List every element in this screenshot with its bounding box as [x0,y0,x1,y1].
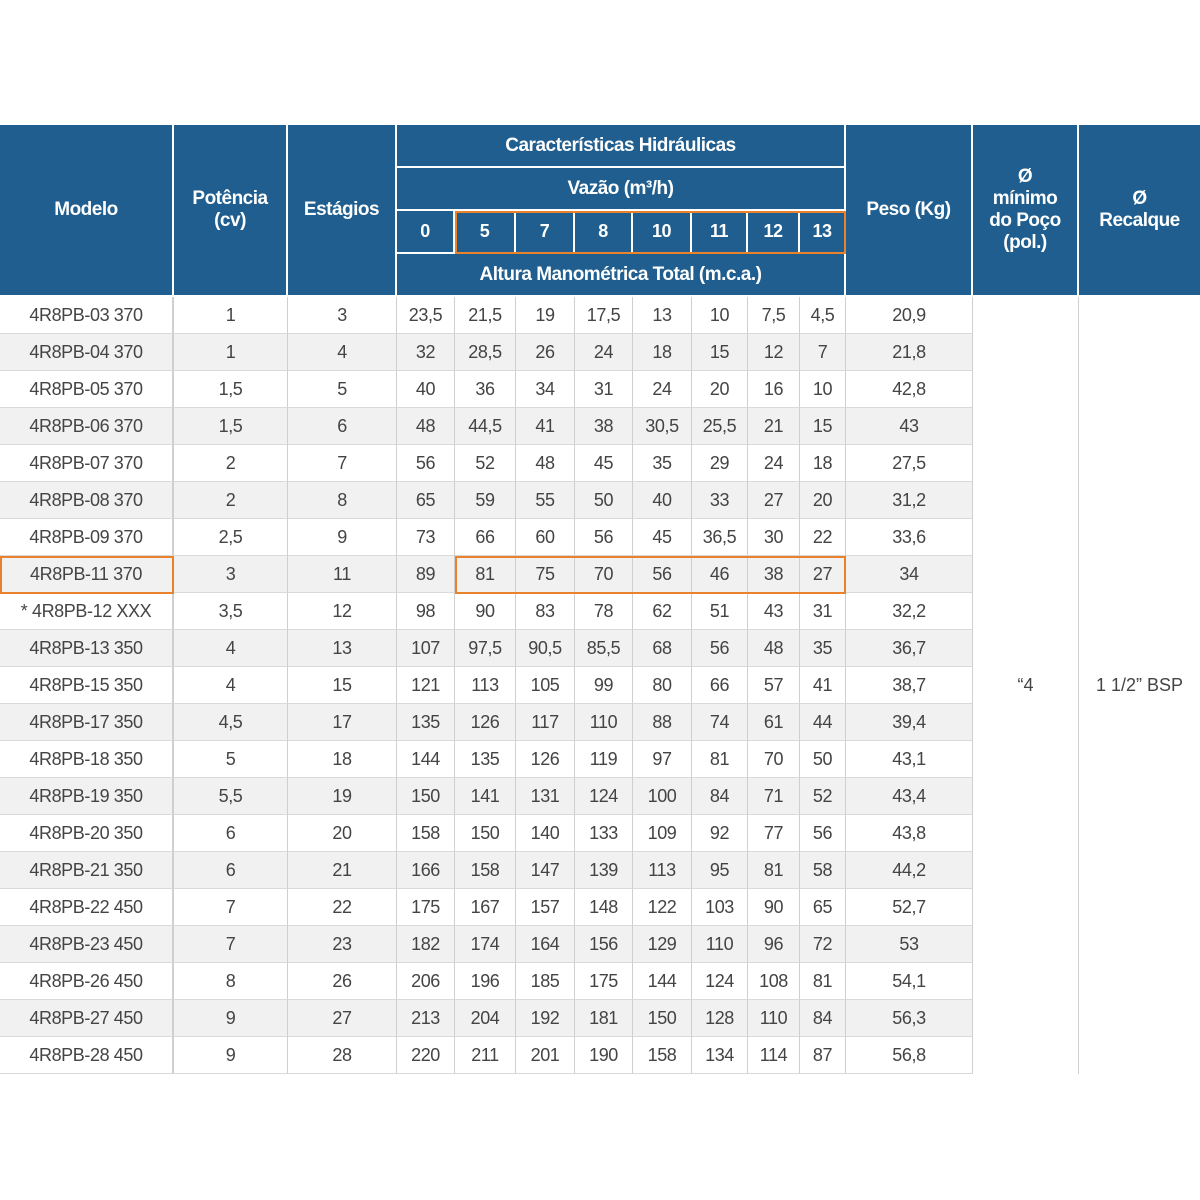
head-cell: 78 [575,593,633,630]
head-cell: 97,5 [455,630,516,667]
weight-cell: 56,8 [846,1037,973,1074]
power-cell: 7 [174,889,288,926]
head-cell: 33 [692,482,748,519]
stages-cell: 7 [288,445,397,482]
power-cell: 2 [174,445,288,482]
model-cell: 4R8PB-20 350 [0,815,174,852]
head-cell: 167 [455,889,516,926]
weight-cell: 36,7 [846,630,973,667]
head-cell: 77 [748,815,800,852]
head-cell: 129 [633,926,692,963]
head-cell: 90 [748,889,800,926]
power-cell: 6 [174,815,288,852]
header-flow-0: 0 [397,211,455,254]
head-cell: 56 [692,630,748,667]
head-cell: 158 [633,1037,692,1074]
head-cell: 30 [748,519,800,556]
power-cell: 6 [174,852,288,889]
header-flow-5: 5 [455,211,516,254]
head-cell: 70 [575,556,633,593]
head-cell: 131 [516,778,575,815]
model-cell: 4R8PB-05 370 [0,371,174,408]
head-cell: 4,5 [800,297,846,334]
power-cell: 8 [174,963,288,1000]
head-cell: 157 [516,889,575,926]
head-cell: 24 [633,371,692,408]
power-cell: 1 [174,334,288,371]
head-cell: 48 [516,445,575,482]
head-cell: 27 [800,556,846,593]
head-cell: 58 [800,852,846,889]
head-cell: 150 [397,778,455,815]
head-cell: 10 [800,371,846,408]
stages-cell: 11 [288,556,397,593]
head-cell: 107 [397,630,455,667]
head-cell: 17,5 [575,297,633,334]
head-cell: 96 [748,926,800,963]
head-cell: 35 [800,630,846,667]
head-cell: 148 [575,889,633,926]
head-cell: 196 [455,963,516,1000]
model-cell: 4R8PB-21 350 [0,852,174,889]
head-cell: 52 [455,445,516,482]
head-cell: 24 [575,334,633,371]
head-cell: 29 [692,445,748,482]
head-cell: 44 [800,704,846,741]
weight-cell: 32,2 [846,593,973,630]
model-cell: 4R8PB-15 350 [0,667,174,704]
head-cell: 175 [575,963,633,1000]
head-cell: 134 [692,1037,748,1074]
stages-cell: 17 [288,704,397,741]
head-cell: 141 [455,778,516,815]
head-cell: 192 [516,1000,575,1037]
head-cell: 56 [397,445,455,482]
head-cell: 66 [455,519,516,556]
head-cell: 35 [633,445,692,482]
pump-spec-table [0,125,1200,1074]
head-cell: 164 [516,926,575,963]
weight-cell: 43,8 [846,815,973,852]
model-cell: 4R8PB-09 370 [0,519,174,556]
head-cell: 18 [800,445,846,482]
head-cell: 15 [800,408,846,445]
head-cell: 81 [692,741,748,778]
weight-cell: 20,9 [846,297,973,334]
head-cell: 83 [516,593,575,630]
header-vazao: Vazão (m³/h) [397,168,846,211]
stages-cell: 18 [288,741,397,778]
head-cell: 139 [575,852,633,889]
head-cell: 43 [748,593,800,630]
weight-cell: 21,8 [846,334,973,371]
head-cell: 81 [800,963,846,1000]
header-potencia: Potência (cv) [174,125,288,297]
head-cell: 128 [692,1000,748,1037]
weight-cell: 56,3 [846,1000,973,1037]
stages-cell: 8 [288,482,397,519]
head-cell: 90 [455,593,516,630]
head-cell: 117 [516,704,575,741]
stages-cell: 23 [288,926,397,963]
head-cell: 31 [575,371,633,408]
weight-cell: 31,2 [846,482,973,519]
head-cell: 50 [575,482,633,519]
head-cell: 97 [633,741,692,778]
head-cell: 7 [800,334,846,371]
head-cell: 16 [748,371,800,408]
head-cell: 18 [633,334,692,371]
head-cell: 121 [397,667,455,704]
head-cell: 65 [397,482,455,519]
head-cell: 7,5 [748,297,800,334]
power-cell: 3,5 [174,593,288,630]
head-cell: 72 [800,926,846,963]
head-cell: 59 [455,482,516,519]
head-cell: 140 [516,815,575,852]
model-cell: 4R8PB-18 350 [0,741,174,778]
head-cell: 32 [397,334,455,371]
head-cell: 50 [800,741,846,778]
head-cell: 61 [748,704,800,741]
head-cell: 66 [692,667,748,704]
head-cell: 25,5 [692,408,748,445]
head-cell: 65 [800,889,846,926]
model-cell: * 4R8PB-12 XXX [0,593,174,630]
header-flow-10: 10 [633,211,692,254]
model-cell: 4R8PB-22 450 [0,889,174,926]
head-cell: 40 [397,371,455,408]
head-cell: 89 [397,556,455,593]
power-cell: 1,5 [174,408,288,445]
weight-cell: 43,4 [846,778,973,815]
weight-cell: 44,2 [846,852,973,889]
head-cell: 15 [692,334,748,371]
head-cell: 28,5 [455,334,516,371]
head-cell: 75 [516,556,575,593]
head-cell: 68 [633,630,692,667]
head-cell: 181 [575,1000,633,1037]
head-cell: 103 [692,889,748,926]
model-cell: 4R8PB-04 370 [0,334,174,371]
head-cell: 45 [633,519,692,556]
head-cell: 31 [800,593,846,630]
head-cell: 158 [455,852,516,889]
head-cell: 109 [633,815,692,852]
head-cell: 190 [575,1037,633,1074]
head-cell: 114 [748,1037,800,1074]
power-cell: 4 [174,667,288,704]
head-cell: 21,5 [455,297,516,334]
model-cell: 4R8PB-23 450 [0,926,174,963]
power-cell: 5 [174,741,288,778]
head-cell: 150 [633,1000,692,1037]
head-cell: 122 [633,889,692,926]
stages-cell: 27 [288,1000,397,1037]
head-cell: 150 [455,815,516,852]
weight-cell: 54,1 [846,963,973,1000]
head-cell: 52 [800,778,846,815]
head-cell: 124 [692,963,748,1000]
head-cell: 126 [455,704,516,741]
head-cell: 85,5 [575,630,633,667]
head-cell: 87 [800,1037,846,1074]
weight-cell: 38,7 [846,667,973,704]
recalque-value: 1 1/2” BSP [1079,297,1200,1074]
weight-cell: 52,7 [846,889,973,926]
weight-cell: 27,5 [846,445,973,482]
model-cell: 4R8PB-03 370 [0,297,174,334]
power-cell: 4 [174,630,288,667]
head-cell: 105 [516,667,575,704]
head-cell: 60 [516,519,575,556]
head-cell: 74 [692,704,748,741]
weight-cell: 53 [846,926,973,963]
stages-cell: 3 [288,297,397,334]
head-cell: 166 [397,852,455,889]
head-cell: 220 [397,1037,455,1074]
head-cell: 46 [692,556,748,593]
head-cell: 80 [633,667,692,704]
head-cell: 10 [692,297,748,334]
head-cell: 48 [397,408,455,445]
head-cell: 71 [748,778,800,815]
head-cell: 204 [455,1000,516,1037]
power-cell: 1,5 [174,371,288,408]
model-cell: 4R8PB-26 450 [0,963,174,1000]
head-cell: 90,5 [516,630,575,667]
head-cell: 185 [516,963,575,1000]
model-cell: 4R8PB-17 350 [0,704,174,741]
head-cell: 147 [516,852,575,889]
head-cell: 182 [397,926,455,963]
head-cell: 19 [516,297,575,334]
head-cell: 135 [455,741,516,778]
head-cell: 113 [633,852,692,889]
head-cell: 34 [516,371,575,408]
model-cell: 4R8PB-19 350 [0,778,174,815]
head-cell: 56 [800,815,846,852]
head-cell: 156 [575,926,633,963]
header-caracteristicas: Características Hidráulicas [397,125,846,168]
head-cell: 30,5 [633,408,692,445]
head-cell: 36 [455,371,516,408]
head-cell: 56 [633,556,692,593]
head-cell: 201 [516,1037,575,1074]
header-flow-13: 13 [800,211,846,254]
head-cell: 20 [800,482,846,519]
head-cell: 56 [575,519,633,556]
head-cell: 44,5 [455,408,516,445]
head-cell: 38 [575,408,633,445]
stages-cell: 12 [288,593,397,630]
head-cell: 57 [748,667,800,704]
header-poco: Ø mínimo do Poço (pol.) [973,125,1079,297]
head-cell: 41 [516,408,575,445]
power-cell: 9 [174,1000,288,1037]
stages-cell: 9 [288,519,397,556]
head-cell: 51 [692,593,748,630]
header-peso: Peso (Kg) [846,125,973,297]
head-cell: 55 [516,482,575,519]
head-cell: 62 [633,593,692,630]
head-cell: 110 [575,704,633,741]
head-cell: 26 [516,334,575,371]
head-cell: 124 [575,778,633,815]
head-cell: 206 [397,963,455,1000]
header-estagios: Estágios [288,125,397,297]
head-cell: 92 [692,815,748,852]
stages-cell: 5 [288,371,397,408]
head-cell: 174 [455,926,516,963]
header-recalque: Ø Recalque [1079,125,1200,297]
stages-cell: 13 [288,630,397,667]
head-cell: 48 [748,630,800,667]
head-cell: 158 [397,815,455,852]
head-cell: 23,5 [397,297,455,334]
head-cell: 99 [575,667,633,704]
stages-cell: 4 [288,334,397,371]
head-cell: 126 [516,741,575,778]
stages-cell: 19 [288,778,397,815]
power-cell: 4,5 [174,704,288,741]
power-cell: 2 [174,482,288,519]
head-cell: 135 [397,704,455,741]
model-cell: 4R8PB-06 370 [0,408,174,445]
head-cell: 38 [748,556,800,593]
head-cell: 40 [633,482,692,519]
weight-cell: 33,6 [846,519,973,556]
head-cell: 84 [692,778,748,815]
weight-cell: 34 [846,556,973,593]
head-cell: 211 [455,1037,516,1074]
weight-cell: 39,4 [846,704,973,741]
power-cell: 3 [174,556,288,593]
head-cell: 12 [748,334,800,371]
head-cell: 70 [748,741,800,778]
power-cell: 7 [174,926,288,963]
header-flow-11: 11 [692,211,748,254]
model-cell: 4R8PB-08 370 [0,482,174,519]
head-cell: 73 [397,519,455,556]
head-cell: 98 [397,593,455,630]
stages-cell: 6 [288,408,397,445]
poco-value: “4 [973,297,1079,1074]
head-cell: 108 [748,963,800,1000]
head-cell: 144 [397,741,455,778]
head-cell: 21 [748,408,800,445]
weight-cell: 42,8 [846,371,973,408]
head-cell: 41 [800,667,846,704]
stages-cell: 26 [288,963,397,1000]
model-cell: 4R8PB-13 350 [0,630,174,667]
stages-cell: 22 [288,889,397,926]
head-cell: 84 [800,1000,846,1037]
head-cell: 20 [692,371,748,408]
weight-cell: 43 [846,408,973,445]
power-cell: 5,5 [174,778,288,815]
head-cell: 13 [633,297,692,334]
head-cell: 81 [455,556,516,593]
head-cell: 119 [575,741,633,778]
head-cell: 22 [800,519,846,556]
head-cell: 213 [397,1000,455,1037]
header-flow-8: 8 [575,211,633,254]
head-cell: 110 [692,926,748,963]
head-cell: 144 [633,963,692,1000]
power-cell: 9 [174,1037,288,1074]
stages-cell: 28 [288,1037,397,1074]
head-cell: 88 [633,704,692,741]
weight-cell: 43,1 [846,741,973,778]
header-flow-7: 7 [516,211,575,254]
stages-cell: 21 [288,852,397,889]
model-cell: 4R8PB-11 370 [0,556,174,593]
head-cell: 24 [748,445,800,482]
head-cell: 95 [692,852,748,889]
header-altura: Altura Manométrica Total (m.c.a.) [397,254,846,297]
spec-grid [0,125,1200,1074]
head-cell: 110 [748,1000,800,1037]
head-cell: 133 [575,815,633,852]
model-cell: 4R8PB-07 370 [0,445,174,482]
power-cell: 1 [174,297,288,334]
stages-cell: 20 [288,815,397,852]
header-modelo: Modelo [0,125,174,297]
power-cell: 2,5 [174,519,288,556]
head-cell: 45 [575,445,633,482]
head-cell: 100 [633,778,692,815]
head-cell: 81 [748,852,800,889]
header-flow-12: 12 [748,211,800,254]
model-cell: 4R8PB-27 450 [0,1000,174,1037]
model-cell: 4R8PB-28 450 [0,1037,174,1074]
head-cell: 113 [455,667,516,704]
head-cell: 27 [748,482,800,519]
head-cell: 36,5 [692,519,748,556]
head-cell: 175 [397,889,455,926]
stages-cell: 15 [288,667,397,704]
